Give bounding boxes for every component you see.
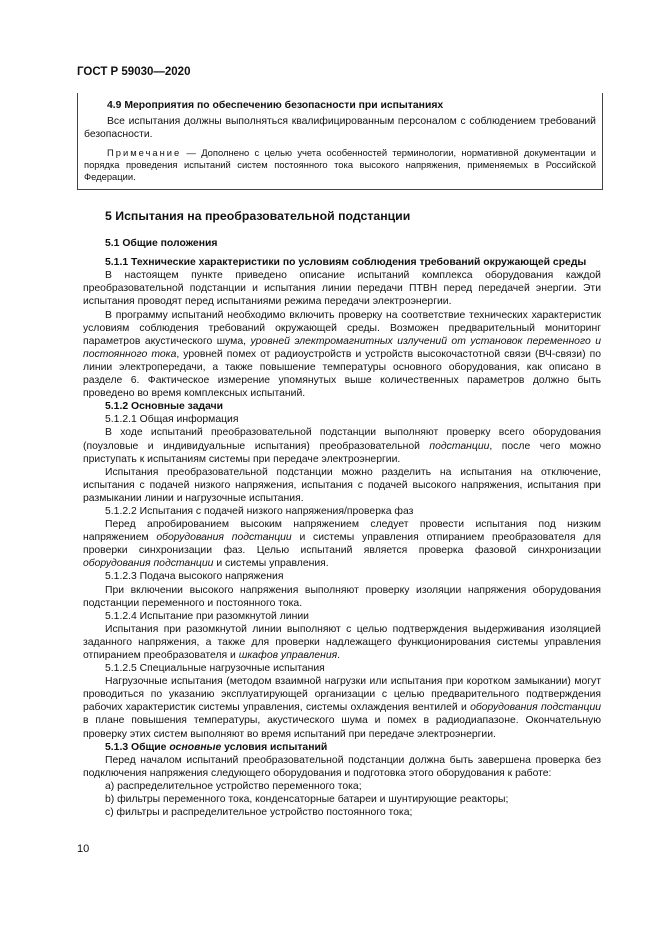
- text-run: и системы управления отпиранием преобразователя для проверки синхронизации фаз. Целью испытаний является проверка фазовой синхронизации: [83, 532, 601, 557]
- text-run: условия испытаний: [221, 741, 328, 753]
- section-heading-5-1-2-5: 5.1.2.5 Специальные нагрузочные испытания: [105, 663, 325, 675]
- note-text: — Дополнено с целью учета особенностей терминологии, нормативной документации и порядка проведения испытаний систем постоянного тока высокого напряжения, применяемых в Российской Федерации.: [84, 147, 596, 182]
- paragraph-5-1-2-2: [83, 518, 601, 570]
- paragraph-5-1-2-5: [83, 675, 601, 740]
- section-heading-5-1-2-2: 5.1.2.2 Испытания с подачей низкого напряжения/проверка фаз: [105, 505, 414, 517]
- italic-run: уровней электромагнитных излучений от установок переменного и постоянного тока: [83, 335, 601, 360]
- list-item: a) распределительное устройство переменного тока;: [105, 780, 362, 792]
- section-heading-5-1: 5.1 Общие положения: [105, 238, 218, 250]
- paragraph-5-1-2-4: [83, 623, 601, 662]
- paragraph-5-1-2-1-a: [83, 426, 601, 465]
- italic-run: основные: [169, 741, 222, 753]
- main-content: [83, 210, 601, 819]
- paragraph-5-1-1-b: [83, 309, 601, 401]
- text-run: Нагрузочные испытания (методом взаимной нагрузки или испытания при коротком замыкании) могут проводиться по указанию эксплуатирующей организации с целью предварительного подтверждения рабочих характеристик системы управления, системы охлаждения вентилей и: [83, 676, 601, 714]
- section-heading-5: 5 Испытания на преобразовательной подстанции: [105, 209, 411, 223]
- italic-run: оборудования подстанции: [156, 532, 292, 544]
- text-run: , уровней помех от радиоустройств и устройств высокочастотной связи (ВЧ-связи) по линии электропередачи, а также повышение температуры основного оборудования, как описано в разделе 6. Фактическое измерение упомянутых выше количественных параметров должно быть проведено во время комплексных испытаний.: [83, 348, 601, 400]
- text-run: Испытания при разомкнутой линии выполняют с целью подтверждения выдерживания изоляцией заданного напряжения, а также для проверки надлежащего функционирования системы управления отпиранием преобразователя и: [83, 623, 601, 661]
- text-run: В программу испытаний необходимо включить проверку на соответствие технических характеристик условиям соблюдения требований окружающей среды. Возможен предварительный мониторинг параметров акустического шума,: [83, 309, 601, 347]
- paragraph-5-1-1-a: В настоящем пункте приведено описание испытаний комплекса оборудования каждой преобразовательной подстанции и испытания линии передачи ПТВН перед передачей энергии. Эти испытания проводят перед испытаниями режима передачи электроэнергии.: [83, 270, 601, 308]
- amendment-box: [77, 93, 603, 190]
- text-run: 5.1.3 Общие: [105, 741, 170, 753]
- text-run: В ходе испытаний преобразовательной подстанции выполняют проверку всего оборудования (поузловые и индивидуальные испытания) преобразовательной: [83, 427, 601, 452]
- box-note: [84, 147, 596, 183]
- section-heading-5-1-1: 5.1.1 Технические характеристики по условиям соблюдения требований окружающей среды: [105, 257, 587, 269]
- paragraph-5-1-3: Перед началом испытаний преобразовательной подстанции должна быть завершена проверка без подключения напряжения следующего оборудования и подготовка этого оборудования к работе:: [83, 754, 601, 779]
- italic-run: шкафов управления: [238, 650, 338, 661]
- section-heading-5-1-2-4: 5.1.2.4 Испытание при разомкнутой линии: [105, 610, 309, 622]
- text-run: , после чего можно приступать к испытаниям системы при передаче электроэнергии.: [83, 440, 601, 465]
- note-label: Примечание: [107, 147, 182, 158]
- section-heading-5-1-2-1: 5.1.2.1 Общая информация: [105, 414, 239, 426]
- page-number: 10: [77, 843, 90, 855]
- section-heading-5-1-2-3: 5.1.2.3 Подача высокого напряжения: [105, 571, 284, 583]
- box-paragraph: Все испытания должны выполняться квалифицированным персоналом с соблюдением требований безопасности.: [84, 116, 596, 140]
- italic-run: подстанции: [429, 440, 490, 452]
- list-item: c) фильтры и распределительное устройство постоянного тока;: [105, 807, 413, 819]
- italic-run: оборудования подстанции: [83, 558, 214, 570]
- section-heading-5-1-3: [83, 741, 601, 754]
- paragraph-5-1-2-1-b: Испытания преобразовательной подстанции можно разделить на испытания на отключение, испытания с подачей низкого напряжения, испытания с подачей высокого напряжения, испытания при размыкании линии и нагрузочные испытания.: [83, 466, 601, 504]
- list-item: b) фильтры переменного тока, конденсаторные батареи и шунтирующие реакторы;: [105, 794, 509, 806]
- text-run: .: [337, 650, 341, 661]
- document-header: ГОСТ Р 59030—2020: [77, 66, 191, 78]
- section-heading-5-1-2: 5.1.2 Основные задачи: [105, 401, 224, 413]
- text-run: в плане повышения температуры, акустического шума и помех в радиодиапазоне. Окончательную проверку этих систем выполняют во время испытаний при передаче электроэнергии.: [83, 715, 601, 740]
- section-heading-4-9: 4.9 Мероприятия по обеспечению безопасности при испытаниях: [107, 100, 444, 111]
- text-run: Перед апробированием высоким напряжением следует провести испытания под низким напряжением: [83, 519, 601, 544]
- text-run: и системы управления.: [213, 558, 329, 570]
- paragraph-5-1-2-3: При включении высокого напряжения выполняют проверку изоляции напряжения оборудования подстанции переменного и постоянного тока.: [83, 584, 601, 609]
- italic-run: оборудования подстанции: [470, 702, 601, 714]
